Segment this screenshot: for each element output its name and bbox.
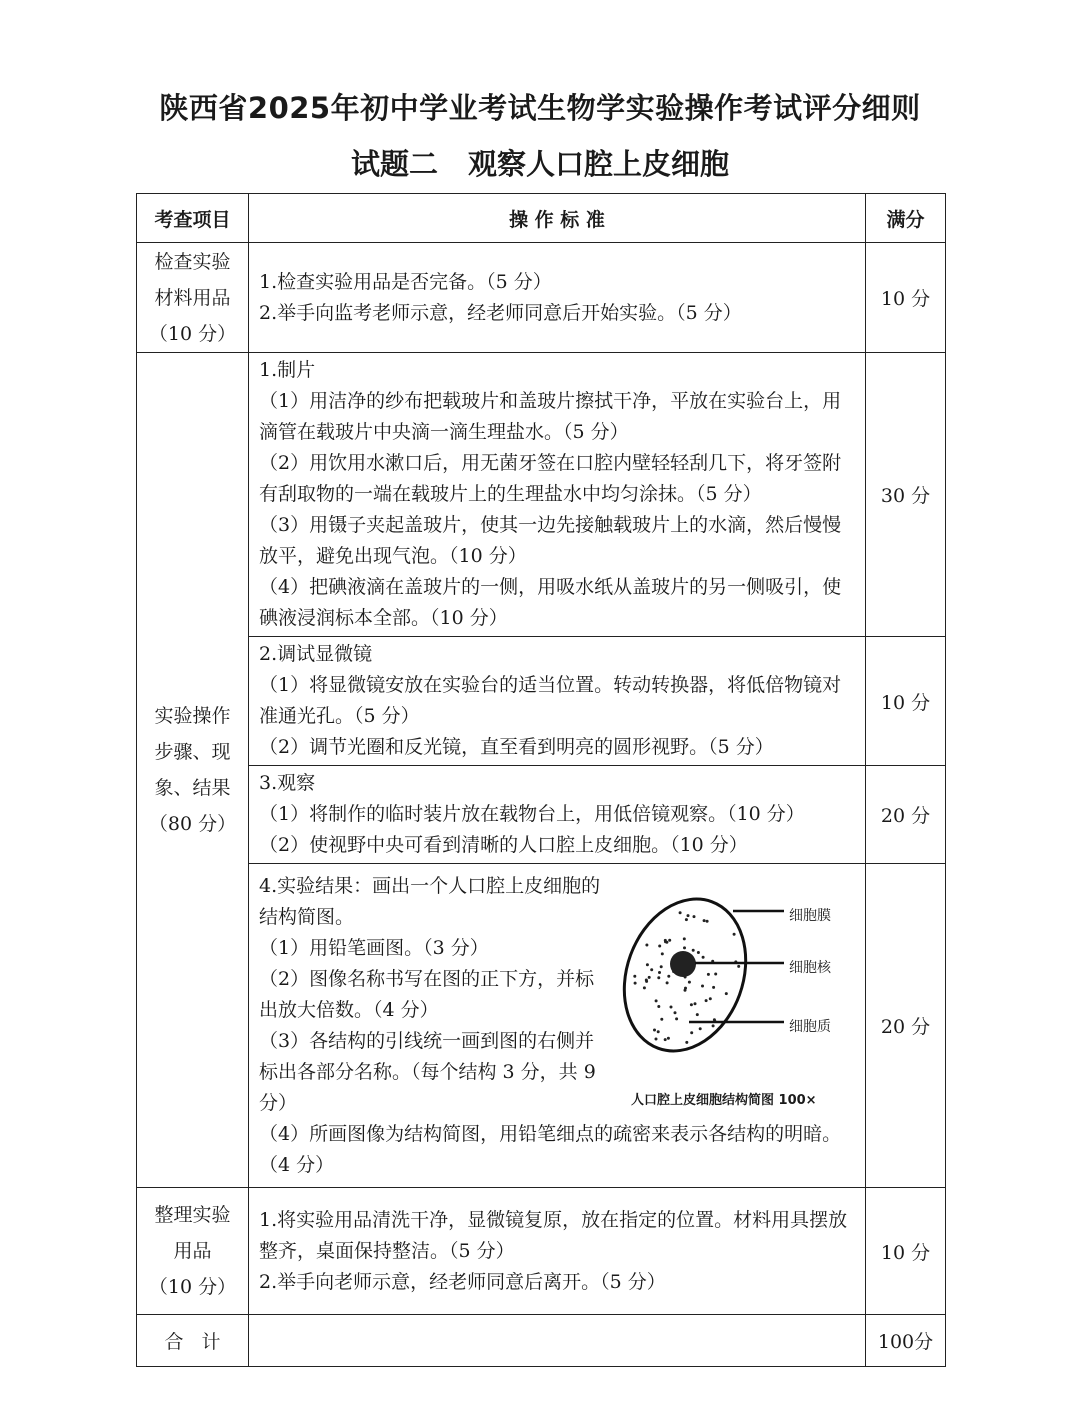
- cytoplasm-dot: [634, 981, 637, 984]
- header-score: 满分: [866, 194, 946, 243]
- cell-drawing: [619, 877, 869, 1082]
- criteria-cleanup: [249, 1188, 866, 1315]
- item-line: 实验操作: [154, 705, 231, 727]
- header-standard: 操 作 标 准: [249, 194, 866, 243]
- step-text: （2）图像名称书写在图的正下方，并标出放大倍数。（4 分）: [259, 967, 595, 1021]
- cytoplasm-dot: [645, 979, 648, 982]
- cytoplasm-dot: [643, 986, 646, 989]
- score-result: 20 分: [866, 864, 946, 1188]
- table-row: [137, 766, 946, 864]
- cytoplasm-dot: [668, 938, 671, 941]
- item-cleanup: [137, 1188, 249, 1315]
- result-text: [259, 871, 611, 1119]
- step-heading: 3.观察: [259, 772, 316, 794]
- cytoplasm-dot: [725, 992, 728, 995]
- step-text: （1）将显微镜安放在实验台的适当位置。转动转换器，将低倍物镜对准通光孔。（5 分）: [259, 674, 842, 727]
- cytoplasm-dot: [690, 1031, 693, 1034]
- cytoplasm-dot: [683, 937, 686, 940]
- cytoplasm-dot: [693, 915, 696, 918]
- table-row: [137, 1188, 946, 1315]
- document-title: 陕西省2025年初中学业考试生物学实验操作考试评分细则: [159, 91, 921, 125]
- cytoplasm-dot: [696, 1013, 699, 1016]
- table-row-total: [137, 1315, 946, 1367]
- cytoplasm-dot: [657, 976, 660, 979]
- step-text: （3）用镊子夹起盖玻片，使其一边先接触载玻片上的水滴，然后慢慢放平，避免出现气泡。（10 分）: [259, 514, 842, 567]
- step-text: （2）用饮用水漱口后，用无菌牙签在口腔内壁轻轻刮几下，将牙签附有刮取物的一端在载玻片上的生理盐水中均匀涂抹。（5 分）: [259, 452, 842, 505]
- criteria-check-materials: [249, 243, 866, 353]
- score-cleanup: 10 分: [866, 1188, 946, 1315]
- table-row: [137, 864, 946, 1188]
- cytoplasm-dot: [697, 951, 700, 954]
- cytoplasm-dot: [714, 972, 717, 975]
- cytoplasm-dot: [699, 1027, 702, 1030]
- cytoplasm-dot: [712, 1024, 715, 1027]
- item-line: （10 分）: [148, 322, 237, 345]
- cytoplasm-dot: [706, 919, 709, 922]
- item-line: 检查实验: [154, 250, 231, 273]
- criteria-result: [249, 864, 866, 1188]
- cytoplasm-dot: [664, 1038, 667, 1041]
- cell-nucleus-shape: [670, 951, 696, 977]
- result-block: [259, 871, 859, 1181]
- cytoplasm-dot: [692, 948, 695, 951]
- cytoplasm-dot: [685, 1040, 688, 1043]
- figure-caption: 人口腔上皮细胞结构简图 100×: [631, 1092, 817, 1108]
- cytoplasm-dot: [694, 1002, 697, 1005]
- cytoplasm-dot: [648, 975, 651, 978]
- score-slide-making: 30 分: [866, 353, 946, 637]
- score-check-materials: 10 分: [866, 243, 946, 353]
- cytoplasm-dot: [701, 984, 704, 987]
- total-label: 合计: [137, 1315, 249, 1367]
- step-heading: 1.制片: [259, 359, 316, 381]
- table-header-row: [137, 194, 946, 243]
- score-microscope: 10 分: [866, 637, 946, 766]
- criterion-text: 1.将实验用品清洗干净，显微镜复原，放在指定的位置。材料用具摆放整齐，桌面保持整洁。（5 分）: [259, 1208, 848, 1262]
- cytoplasm-dot: [690, 1003, 693, 1006]
- step-heading: 4.实验结果：画出一个人口腔上皮细胞的结构简图。: [259, 874, 601, 928]
- step-text: （3）各结构的引线统一画到图的右侧并标出各部分名称。（每个结构 3 分，共 9 分）: [259, 1029, 596, 1114]
- item-check-materials: [137, 243, 249, 353]
- cytoplasm-dot: [712, 985, 715, 988]
- label-cytoplasm: 细胞质: [789, 1018, 831, 1035]
- cytoplasm-dot: [709, 997, 712, 1000]
- item-line: 象、结果: [154, 777, 231, 799]
- step-text: （1）用洁净的纱布把载玻片和盖玻片擦拭干净，平放在实验台上，用滴管在载玻片中央滴一滴生理盐水。（5 分）: [259, 390, 842, 443]
- cytoplasm-dot: [684, 986, 687, 989]
- subtitle-name: 观察人口腔上皮细胞: [468, 147, 730, 181]
- step-heading: 2.调试显微镜: [259, 643, 373, 665]
- item-line: 步骤、现: [154, 741, 231, 763]
- step-text: （2）调节光圈和反光镜，直至看到明亮的圆形视野。（5 分）: [259, 736, 774, 758]
- cytoplasm-dot: [664, 938, 667, 941]
- cytoplasm-dot: [688, 980, 691, 983]
- table-row: [137, 353, 946, 637]
- item-line: （10 分）: [148, 1276, 237, 1298]
- item-line: （80 分）: [148, 813, 237, 835]
- cytoplasm-dot: [666, 981, 669, 984]
- cytoplasm-dot: [674, 1011, 677, 1014]
- cytoplasm-dot: [658, 971, 661, 974]
- cytoplasm-dot: [683, 946, 686, 949]
- cytoplasm-dot: [657, 1030, 660, 1033]
- cytoplasm-dot: [737, 964, 740, 967]
- document-subtitle: [0, 142, 1080, 183]
- cytoplasm-dot: [667, 1036, 670, 1039]
- cytoplasm-dot: [646, 963, 649, 966]
- cytoplasm-dot: [661, 952, 664, 955]
- item-experiment-operation: [137, 353, 249, 1188]
- cytoplasm-dot: [650, 968, 653, 971]
- cytoplasm-dot: [660, 965, 663, 968]
- cytoplasm-dot: [667, 974, 670, 977]
- scoring-table: [136, 193, 946, 1367]
- criterion-text: 2.举手向老师示意，经老师同意后离开。（5 分）: [259, 1270, 666, 1293]
- step-text: （1）将制作的临时装片放在载物台上，用低倍镜观察。（10 分）: [259, 803, 805, 825]
- cytoplasm-dot: [658, 944, 661, 947]
- step-text: （1）用铅笔画图。（3 分）: [259, 936, 489, 959]
- step-text: （2）使视野中央可看到清晰的人口腔上皮细胞。（10 分）: [259, 834, 748, 856]
- cytoplasm-dot: [703, 919, 706, 922]
- cytoplasm-dot: [657, 1005, 660, 1008]
- table-row: [137, 243, 946, 353]
- cell-diagram: [619, 877, 869, 1107]
- cytoplasm-dot: [685, 918, 688, 921]
- cytoplasm-dot: [655, 1037, 658, 1040]
- step-text: （4）所画图像为结构简图，用铅笔细点的疏密来表示各结构的明暗。（4 分）: [259, 1122, 842, 1176]
- header-item: 考查项目: [137, 194, 249, 243]
- cytoplasm-dot: [733, 932, 736, 935]
- cytoplasm-dot: [645, 943, 648, 946]
- total-score: 100分: [866, 1315, 946, 1367]
- cytoplasm-dot: [670, 1005, 673, 1008]
- cytoplasm-dot: [679, 911, 682, 914]
- item-line: 用品: [173, 1240, 212, 1262]
- criteria-microscope: [249, 637, 866, 766]
- cytoplasm-dot: [655, 999, 658, 1002]
- cytoplasm-dot: [675, 1017, 678, 1020]
- label-cell-membrane: 细胞膜: [789, 907, 831, 924]
- criterion-text: 2.举手向监考老师示意，经老师同意后开始实验。（5 分）: [259, 301, 742, 324]
- label-cell-nucleus: 细胞核: [789, 959, 831, 976]
- cytoplasm-dot: [660, 1017, 663, 1020]
- cytoplasm-dot: [687, 914, 690, 917]
- criteria-slide-making: [249, 353, 866, 637]
- item-line: 材料用品: [154, 286, 231, 309]
- item-line: 整理实验: [154, 1204, 231, 1226]
- criteria-observe: [249, 766, 866, 864]
- cytoplasm-dot: [705, 999, 708, 1002]
- cytoplasm-dot: [702, 955, 705, 958]
- subtitle-number: 试题二: [350, 147, 438, 181]
- total-blank: [249, 1315, 866, 1367]
- criterion-text: 1.检查实验用品是否完备。（5 分）: [259, 270, 552, 293]
- step-text: （4）把碘液滴在盖玻片的一侧，用吸水纸从盖玻片的另一侧吸引，使碘液浸润标本全部。（10 分）: [259, 576, 842, 629]
- cytoplasm-dot: [653, 1028, 656, 1031]
- cytoplasm-dot: [633, 974, 636, 977]
- score-observe: 20 分: [866, 766, 946, 864]
- table-row: [137, 637, 946, 766]
- cytoplasm-dot: [707, 972, 710, 975]
